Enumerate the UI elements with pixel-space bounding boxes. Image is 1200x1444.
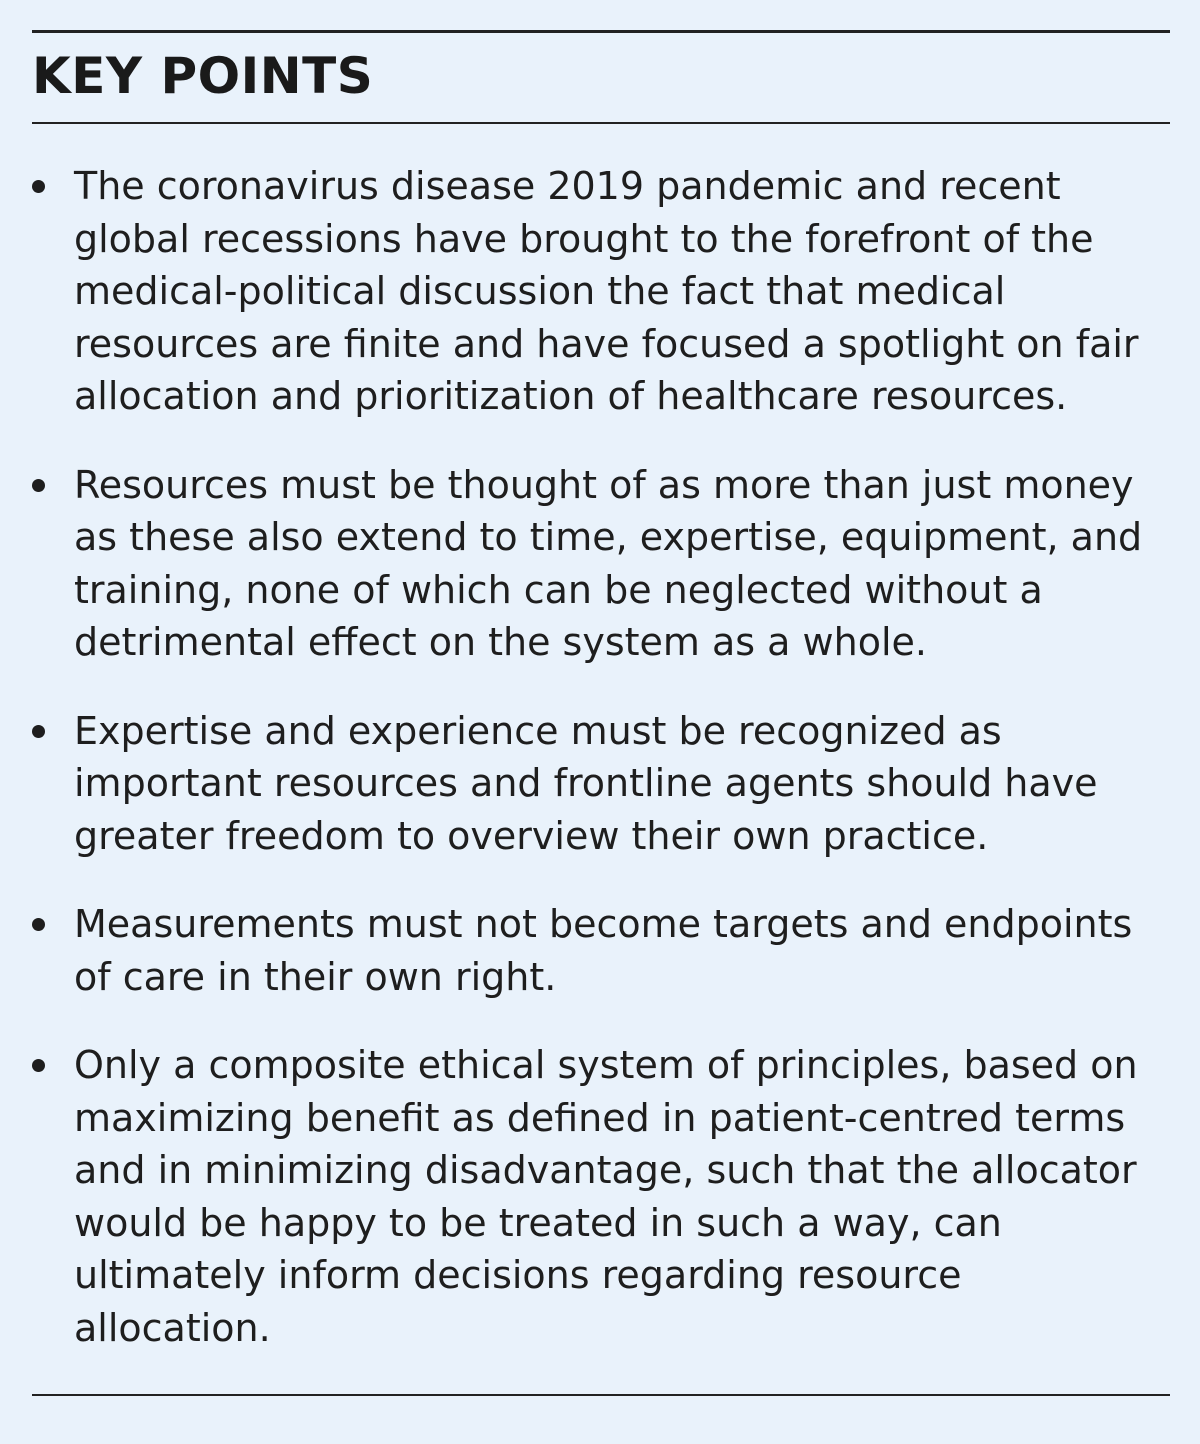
key-points-box bbox=[32, 30, 1170, 1398]
bottom-rule bbox=[32, 1394, 1170, 1396]
key-point-item bbox=[32, 459, 1170, 669]
key-point-item bbox=[32, 898, 1170, 1003]
heading-rule bbox=[32, 122, 1170, 124]
bullet-icon bbox=[32, 918, 45, 931]
top-rule bbox=[32, 30, 1170, 33]
bullet-icon bbox=[32, 479, 45, 492]
key-points-list bbox=[32, 160, 1170, 1390]
key-point-text: Only a composite ethical system of principles, based on maximizing benefit as defined in patient-centred terms and in minimizing disadvantage, such that the allocator would be happy to be treated in such a way, can ultimately inform decisions regarding resource allocation. bbox=[74, 1043, 1138, 1350]
key-point-text: The coronavirus disease 2019 pandemic and recent global recessions have brought to the forefront of the medical-political discussion the fact that medical resources are finite and have focused a spotlight on fair allocation and prioritization of healthcare resources. bbox=[74, 164, 1139, 418]
key-point-text: Expertise and experience must be recognized as important resources and frontline agents should have greater freedom to overview their own practice. bbox=[74, 708, 1098, 858]
key-point-item bbox=[32, 160, 1170, 423]
key-point-item bbox=[32, 1039, 1170, 1354]
key-point-item bbox=[32, 705, 1170, 863]
bullet-icon bbox=[32, 180, 45, 193]
key-point-text: Measurements must not become targets and endpoints of care in their own right. bbox=[74, 902, 1133, 999]
key-points-heading: KEY POINTS bbox=[32, 47, 374, 105]
key-point-text: Resources must be thought of as more than just money as these also extend to time, expertise, equipment, and training, none of which can be neglected without a detrimental effect on the system as a whole. bbox=[74, 462, 1143, 664]
bullet-icon bbox=[32, 1059, 45, 1072]
bullet-icon bbox=[32, 725, 45, 738]
